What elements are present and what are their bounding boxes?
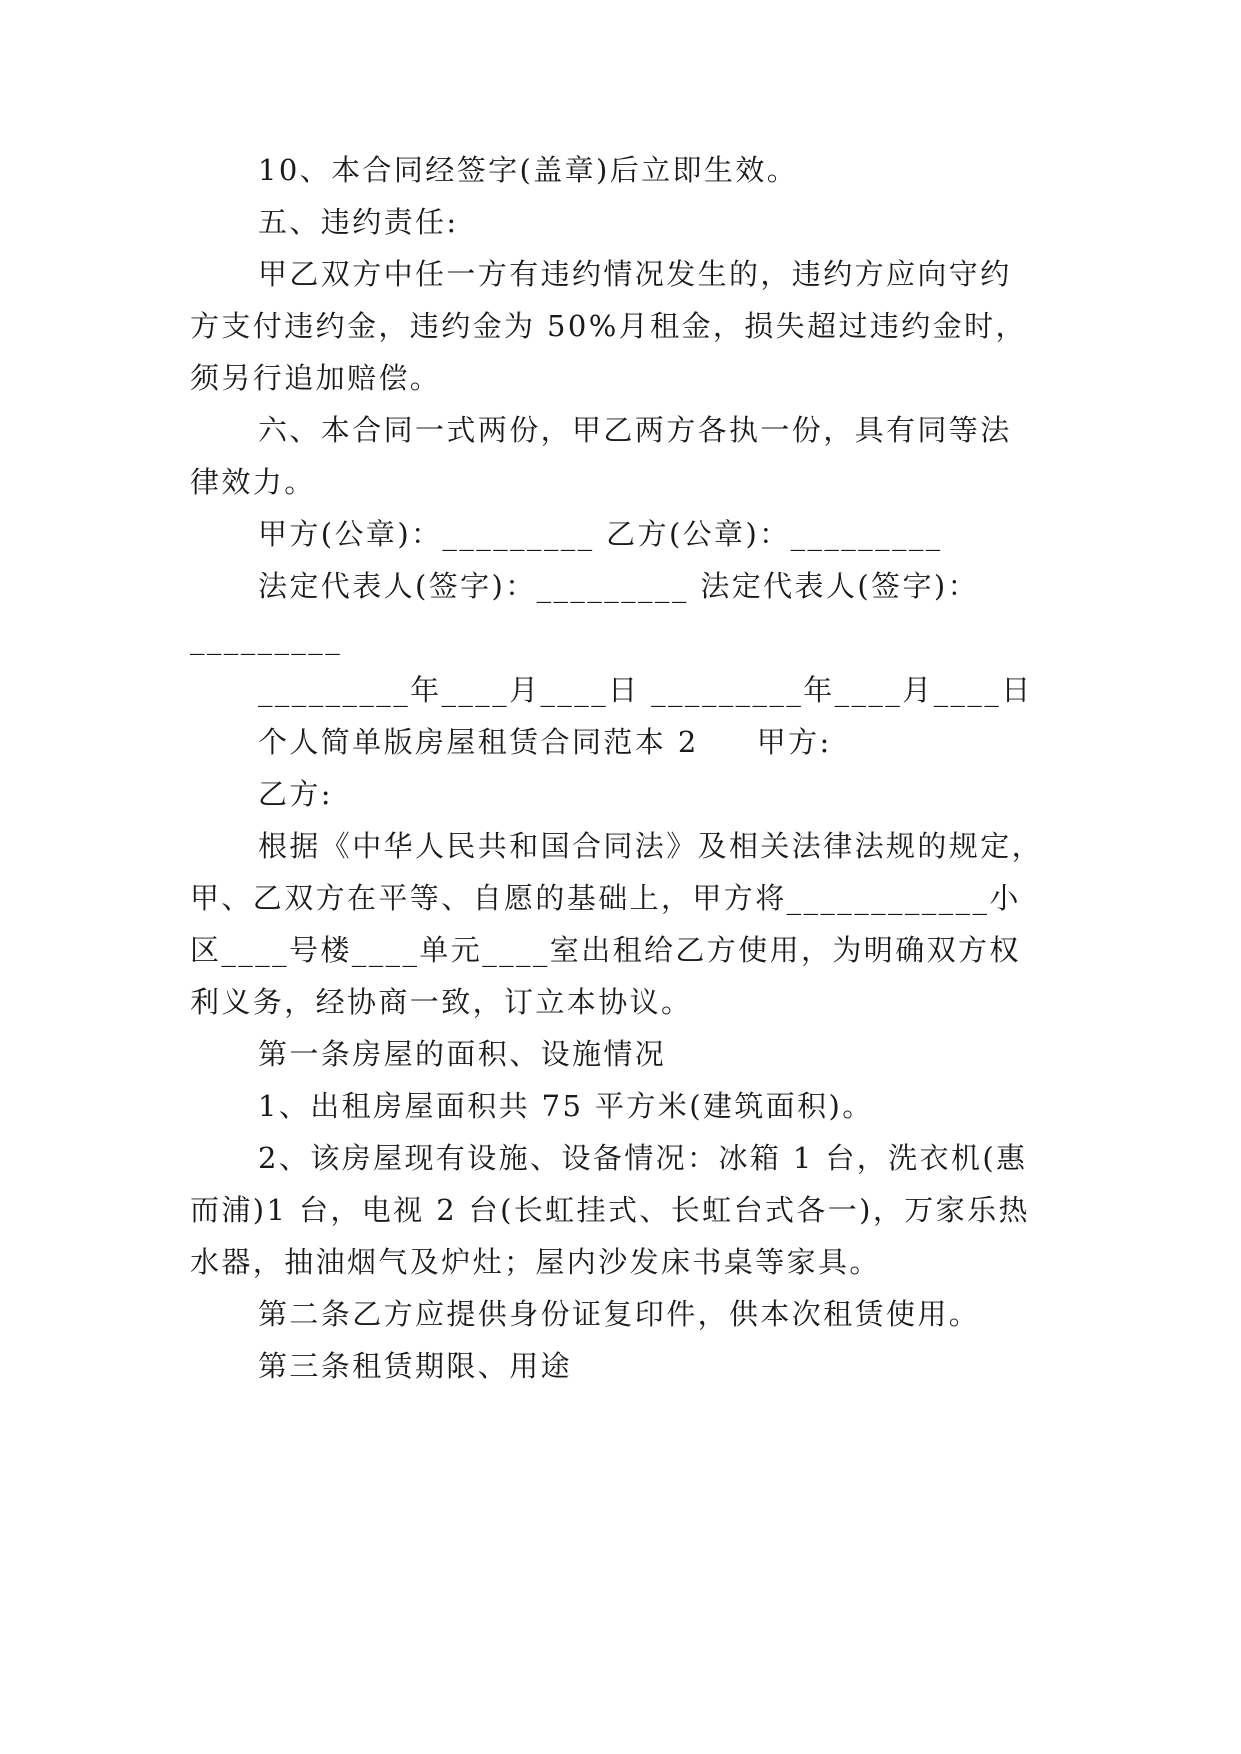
- article-1-item-2-line-1: 2、该房屋现有设施、设备情况：冰箱 1 台，洗衣机(惠: [258, 1141, 1028, 1175]
- preamble-line-2: 甲、乙双方在平等、自愿的基础上，甲方将____________小: [190, 881, 1021, 915]
- article-1-item-2-line-2: 而浦)1 台，电视 2 台(长虹挂式、长虹台式各一)，万家乐热: [190, 1193, 1030, 1227]
- preamble-line-4: 利义务，经协商一致，订立本协议。: [190, 985, 693, 1019]
- preamble-line-3: 区____号楼____单元____室出租给乙方使用，为明确双方权: [190, 933, 1021, 967]
- preamble-line-1: 根据《中华人民共和国合同法》及相关法律法规的规定，: [258, 829, 1044, 863]
- breach-paragraph-line-1: 甲乙双方中任一方有违约情况发生的，违约方应向守约: [258, 257, 1012, 291]
- article-1-item-1: 1、出租房屋面积共 75 平方米(建筑面积)。: [258, 1089, 874, 1123]
- section-6-line-1: 六、本合同一式两份，甲乙两方各执一份，具有同等法: [258, 413, 1012, 447]
- article-1-heading: 第一条房屋的面积、设施情况: [258, 1037, 667, 1071]
- breach-paragraph-line-2: 方支付违约金，违约金为 50%月租金，损失超过违约金时，: [190, 309, 1027, 343]
- section-6-line-2: 律效力。: [190, 465, 316, 499]
- seal-signature-line: 甲方(公章)：_________ 乙方(公章)：_________: [258, 517, 943, 551]
- article-3-heading: 第三条租赁期限、用途: [258, 1349, 573, 1383]
- article-2-text: 第二条乙方应提供身份证复印件，供本次租赁使用。: [258, 1297, 981, 1331]
- section-5-heading: 五、违约责任:: [258, 205, 459, 239]
- date-line: _________年____月____日 _________年____月____日: [258, 673, 1033, 707]
- contract-2-title: 个人简单版房屋租赁合同范本 2 甲方:: [258, 725, 832, 759]
- breach-paragraph-line-3: 须另行追加赔偿。: [190, 361, 442, 395]
- clause-10-effective: 10、本合同经签字(盖章)后立即生效。: [258, 153, 799, 187]
- article-1-item-2-line-3: 水器，抽油烟气及炉灶；屋内沙发床书桌等家具。: [190, 1245, 881, 1279]
- legal-rep-signature-blank: _________: [190, 621, 343, 655]
- legal-rep-signature-line: 法定代表人(签字)：_________ 法定代表人(签字)：: [258, 569, 979, 603]
- party-b-line: 乙方:: [258, 777, 333, 811]
